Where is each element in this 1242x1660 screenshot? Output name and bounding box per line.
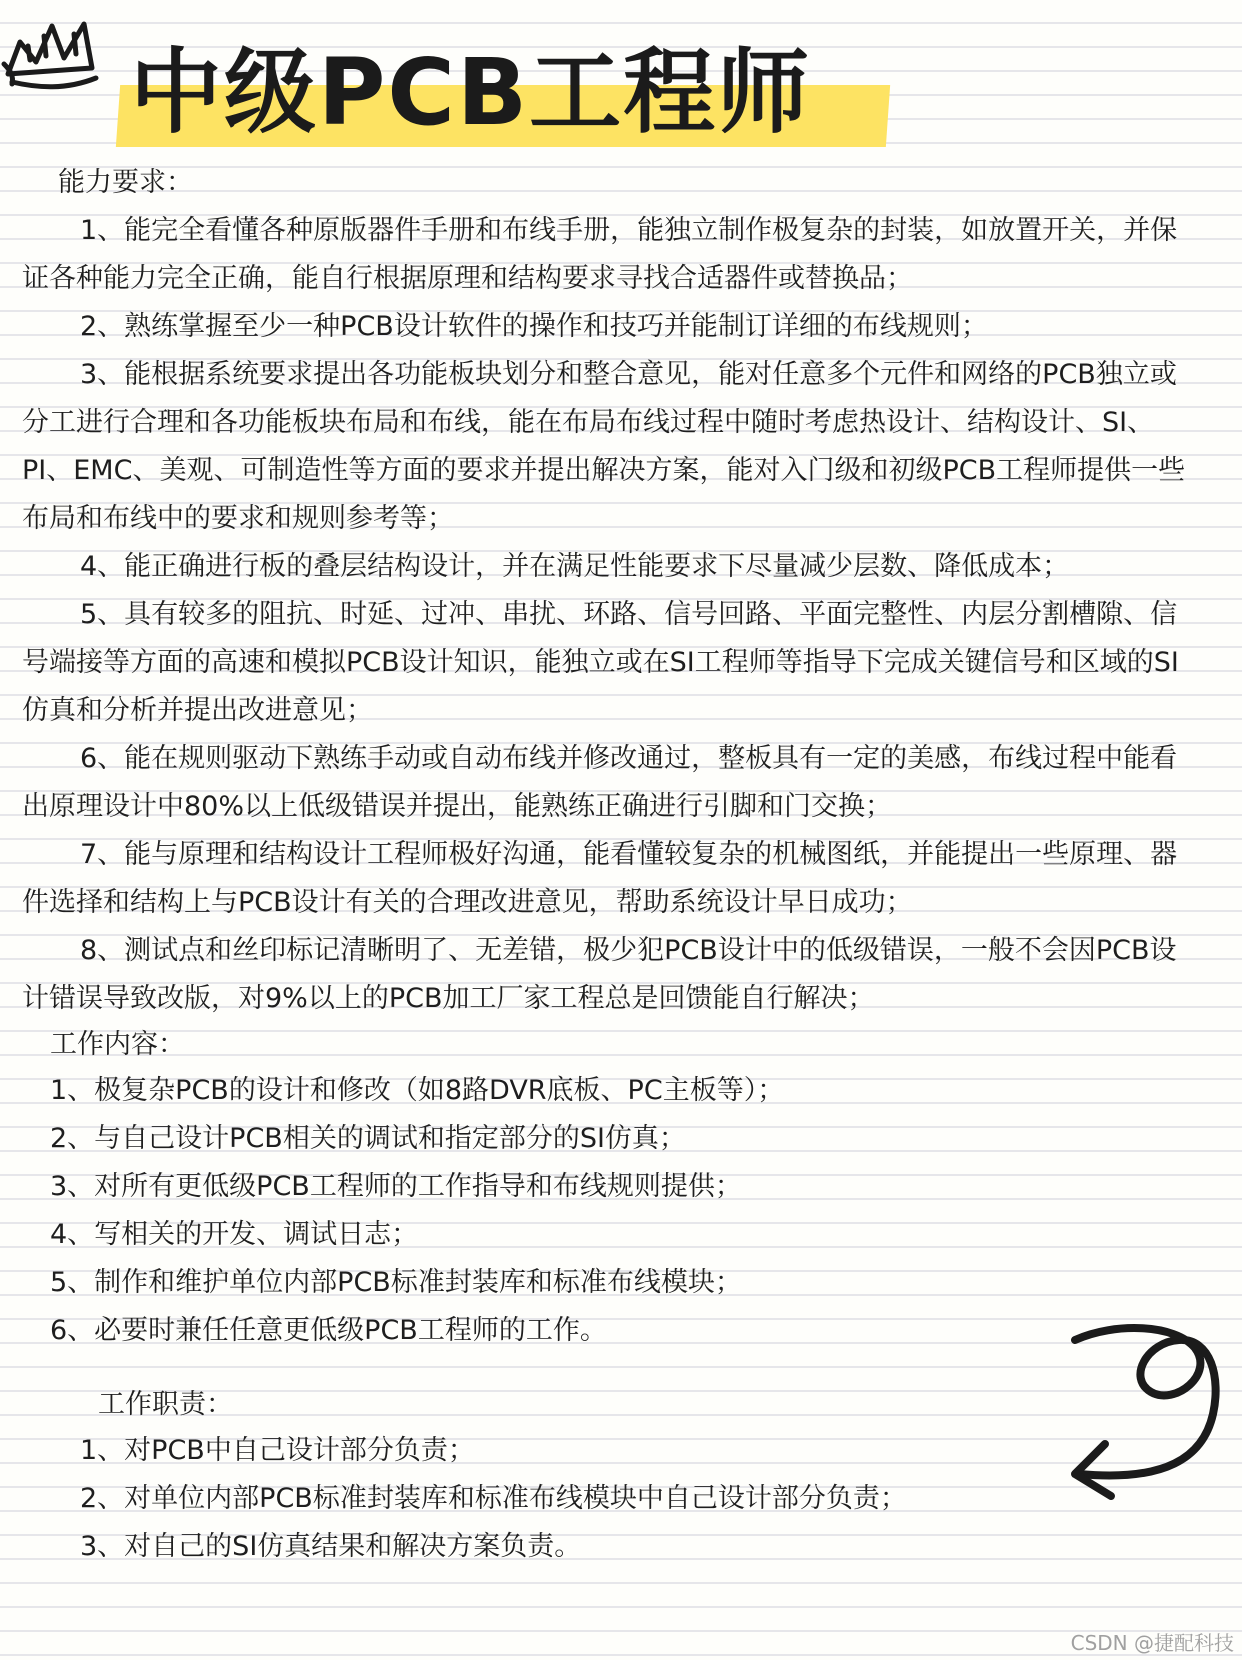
work-item: 5、制作和维护单位内部PCB标准封装库和标准布线模块； <box>50 1267 742 1298</box>
ability-item: 8、测试点和丝印标记清晰明了、无差错，极少犯PCB设计中的低级错误，一般不会因PCB设计错误导致改版，对9%以上的PCB加工厂家工程总是回馈能自行解决； <box>22 935 1177 1014</box>
page-title: 中级PCB工程师 <box>130 39 812 146</box>
duty-item: 3、对自己的SI仿真结果和解决方案负责。 <box>80 1531 582 1562</box>
duty-list <box>80 1427 907 1571</box>
ability-item: 6、能在规则驱动下熟练手动或自动布线并修改通过，整板具有一定的美感，布线过程中能看出原理设计中80%以上低级错误并提出，能熟练正确进行引脚和门交换； <box>22 743 1178 822</box>
ability-item: 1、能完全看懂各种原版器件手册和布线手册，能独立制作极复杂的封装，如放置开关，并保证各种能力完全正确，能自行根据原理和结构要求寻找合适器件或替换品； <box>22 215 1178 294</box>
work-list <box>50 1067 784 1355</box>
watermark: CSDN @捷配科技 <box>1070 1631 1234 1655</box>
work-item: 4、写相关的开发、调试日志； <box>50 1219 419 1250</box>
ability-item: 4、能正确进行板的叠层结构设计，并在满足性能要求下尽量减少层数、降低成本； <box>80 551 1070 582</box>
ability-heading: 能力要求： <box>58 167 193 198</box>
ability-list <box>22 207 1202 1023</box>
title-block <box>118 30 898 160</box>
duty-item: 1、对PCB中自己设计部分负责； <box>80 1435 475 1466</box>
work-item: 3、对所有更低级PCB工程师的工作指导和布线规则提供； <box>50 1171 742 1202</box>
work-item: 6、必要时兼任任意更低级PCB工程师的工作。 <box>50 1315 607 1346</box>
work-item: 1、极复杂PCB的设计和修改（如8路DVR底板、PC主板等）； <box>50 1075 785 1106</box>
swirl-arrow-icon <box>1055 1318 1235 1518</box>
ability-item: 5、具有较多的阻抗、时延、过冲、串扰、环路、信号回路、平面完整性、内层分割槽隙、信号端接等方面的高速和模拟PCB设计知识，能独立或在SI工程师等指导下完成关键信号和区域的SI仿真和分析并提出改进意见； <box>22 599 1179 726</box>
ability-item: 3、能根据系统要求提出各功能板块划分和整合意见，能对任意多个元件和网络的PCB独立或分工进行合理和各功能板块布局和布线，能在布局布线过程中随时考虑热设计、结构设计、SI、PI、EMC、美观、可制造性等方面的要求并提出解决方案，能对入门级和初级PCB工程师提供一些布局和布线中的要求和规则参考等； <box>22 359 1186 534</box>
ability-item: 7、能与原理和结构设计工程师极好沟通，能看懂较复杂的机械图纸，并能提出一些原理、器件选择和结构上与PCB设计有关的合理改进意见，帮助系统设计早日成功； <box>22 839 1178 918</box>
ability-item: 2、熟练掌握至少一种PCB设计软件的操作和技巧并能制订详细的布线规则； <box>80 311 988 342</box>
work-heading: 工作内容： <box>50 1029 185 1060</box>
work-item: 2、与自己设计PCB相关的调试和指定部分的SI仿真； <box>50 1123 686 1154</box>
crown-icon <box>0 4 110 104</box>
duty-heading: 工作职责： <box>98 1389 233 1420</box>
duty-item: 2、对单位内部PCB标准封装库和标准布线模块中自己设计部分负责； <box>80 1483 907 1514</box>
